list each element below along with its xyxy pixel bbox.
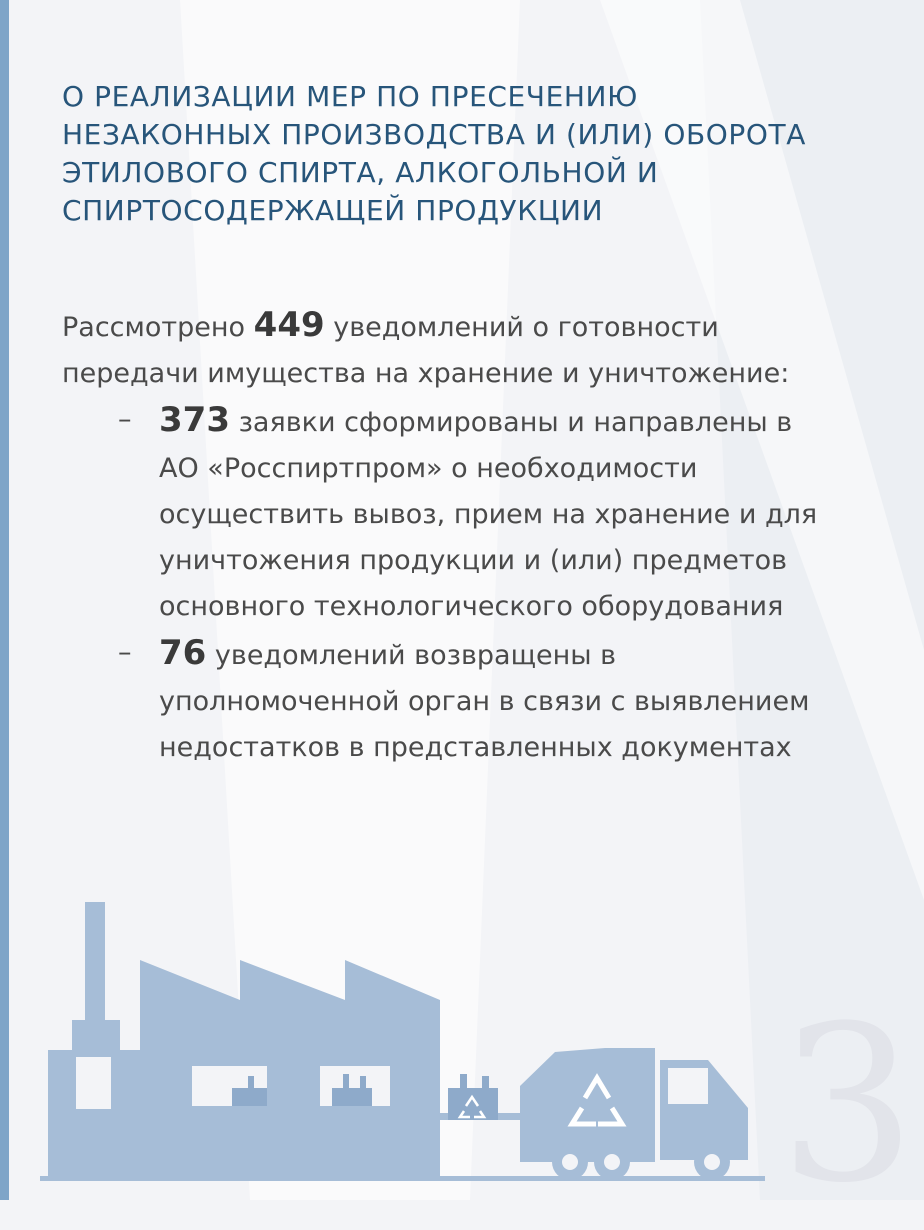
intro-line — [62, 302, 902, 351]
page-number: 3 — [779, 979, 916, 1230]
list-item — [62, 397, 902, 630]
list-dash: – — [118, 637, 132, 668]
intro-suffix: уведомлений о готовности — [333, 312, 719, 343]
item-text-line: АО «Росспиртпром» о необходимости — [159, 453, 698, 484]
item-text-line: уничтожения продукции и (или) предметов — [159, 545, 788, 576]
title-line: СПИРТОСОДЕРЖАЩЕЙ ПРОДУКЦИИ — [62, 194, 604, 227]
intro-line-2: передачи имущества на хранение и уничтожение: — [62, 358, 790, 389]
factory-icon — [48, 902, 440, 1180]
title-line: НЕЗАКОННЫХ ПРОИЗВОДСТВА И (ИЛИ) ОБОРОТА — [62, 118, 806, 151]
item-text-line: уполномоченной орган в связи с выявлением — [159, 686, 810, 717]
intro-prefix: Рассмотрено — [62, 312, 246, 343]
item-first-line — [159, 630, 902, 679]
title-line: ЭТИЛОВОГО СПИРТА, АЛКОГОЛЬНОЙ И — [62, 156, 659, 189]
item-text-line: осуществить вывоз, прием на хранение и для — [159, 499, 818, 530]
item-number: 373 — [159, 400, 230, 440]
item-text: заявки сформированы и направлены в — [238, 407, 793, 438]
item-text: уведомлений возвращены в — [214, 640, 617, 671]
item-text-line: основного технологического оборудования — [159, 591, 784, 622]
page-title — [62, 78, 882, 230]
item-first-line — [159, 397, 902, 446]
item-number: 76 — [159, 633, 207, 673]
item-text-line: недостатков в представленных документах — [159, 732, 792, 763]
result-list — [62, 397, 902, 771]
main-text — [62, 302, 902, 771]
title-line: О РЕАЛИЗАЦИИ МЕР ПО ПРЕСЕЧЕНИЮ — [62, 80, 638, 113]
list-dash: – — [118, 404, 132, 435]
intro-number: 449 — [253, 305, 325, 345]
list-item — [62, 630, 902, 771]
